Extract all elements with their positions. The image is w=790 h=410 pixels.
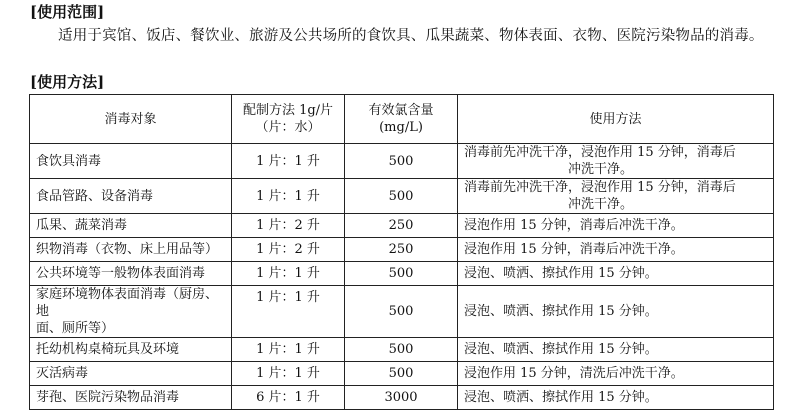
disinfection-table: [29, 94, 774, 410]
cell-object: 家庭环境物体表面消毒（厨房、地 面、厕所等）: [30, 286, 232, 338]
cell-object: 瓜果、蔬菜消毒: [30, 214, 232, 238]
cell-object: 食饮具消毒: [30, 144, 232, 179]
cell-object: 灭活病毒: [30, 362, 232, 386]
table-row: [30, 362, 774, 386]
cell-object: 托幼机构桌椅玩具及环境: [30, 338, 232, 362]
cell-ratio: 6 片：1 升: [232, 386, 345, 410]
cell-chlorine: 250: [345, 214, 458, 238]
cell-usage: 浸泡、喷洒、擦拭作用 15 分钟。: [458, 338, 774, 362]
cell-ratio: 1 片：2 升: [232, 214, 345, 238]
cell-chlorine: 3000: [345, 386, 458, 410]
cell-ratio: 1 片：1 升: [232, 179, 345, 214]
header-ratio: 配制方法 1g/片 （片：水）: [232, 95, 345, 144]
cell-ratio: 1 片：1 升: [232, 362, 345, 386]
cell-usage: 消毒前先冲洗干净，浸泡作用 15 分钟，消毒后 冲洗干净。: [458, 179, 774, 214]
cell-object: 芽孢、医院污染物品消毒: [30, 386, 232, 410]
table-row: [30, 238, 774, 262]
header-object: 消毒对象: [30, 95, 232, 144]
cell-chlorine: 500: [345, 286, 458, 338]
cell-chlorine: 500: [345, 262, 458, 286]
cell-object: 食品管路、设备消毒: [30, 179, 232, 214]
method-heading: [使用方法]: [30, 73, 105, 91]
cell-usage: 浸泡、喷洒、擦拭作用 15 分钟。: [458, 386, 774, 410]
cell-usage: 浸泡作用 15 分钟，清洗后冲洗干净。: [458, 362, 774, 386]
cell-chlorine: 250: [345, 238, 458, 262]
table-row: [30, 179, 774, 214]
cell-ratio: 1 片：1 升: [232, 286, 345, 338]
cell-chlorine: 500: [345, 144, 458, 179]
cell-ratio: 1 片：1 升: [232, 338, 345, 362]
cell-usage: 消毒前先冲洗干净，浸泡作用 15 分钟，消毒后 冲洗干净。: [458, 144, 774, 179]
cell-usage: 浸泡、喷洒、擦拭作用 15 分钟。: [458, 286, 774, 338]
cell-object: 织物消毒（衣物、床上用品等）: [30, 238, 232, 262]
table-row: [30, 144, 774, 179]
scope-heading: [使用范围]: [30, 3, 105, 21]
header-chlorine: 有效氯含量 (mg/L): [345, 95, 458, 144]
table-row: [30, 286, 774, 338]
cell-chlorine: 500: [345, 179, 458, 214]
cell-ratio: 1 片：1 升: [232, 144, 345, 179]
cell-ratio: 1 片：1 升: [232, 262, 345, 286]
table-row: [30, 386, 774, 410]
table-row: [30, 262, 774, 286]
table-row: [30, 214, 774, 238]
cell-usage: 浸泡作用 15 分钟，消毒后冲洗干净。: [458, 214, 774, 238]
header-usage: 使用方法: [458, 95, 774, 144]
scope-paragraph: 适用于宾馆、饭店、餐饮业、旅游及公共场所的食饮具、瓜果蔬菜、物体表面、衣物、医院污染物品的消毒。: [58, 28, 764, 44]
cell-usage: 浸泡作用 15 分钟，消毒后冲洗干净。: [458, 238, 774, 262]
table-row: [30, 338, 774, 362]
cell-chlorine: 500: [345, 338, 458, 362]
cell-usage: 浸泡、喷洒、擦拭作用 15 分钟。: [458, 262, 774, 286]
table-header-row: [30, 95, 774, 144]
cell-object: 公共环境等一般物体表面消毒: [30, 262, 232, 286]
cell-ratio: 1 片：2 升: [232, 238, 345, 262]
cell-chlorine: 500: [345, 362, 458, 386]
